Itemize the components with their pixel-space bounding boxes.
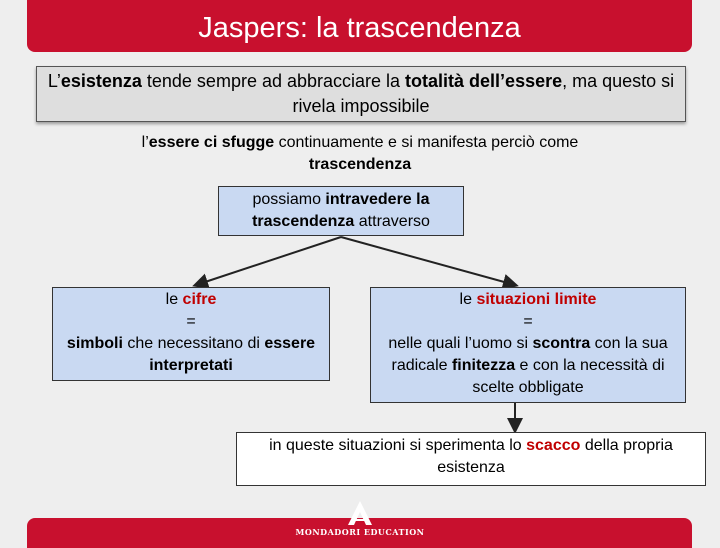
arrow-to-situations — [341, 237, 515, 285]
page-title: Jaspers: la trascendenza — [198, 12, 521, 44]
glimpse-text-2: attraverso — [354, 213, 430, 230]
symbols-keyword: simboli — [66, 335, 123, 352]
scacco-text-1: in queste situazioni si sperimenta lo — [269, 437, 527, 454]
cifre-definition — [53, 333, 329, 377]
scacco-box — [236, 432, 706, 486]
sit-def-1: nelle quali l’uomo si — [388, 335, 533, 352]
situations-keyword: situazioni limite — [476, 291, 597, 308]
existence-text-1: L’ — [47, 71, 61, 91]
cifre-line-1 — [53, 289, 329, 311]
situations-line-1 — [371, 289, 685, 311]
cifre-prefix: le — [165, 291, 183, 308]
interpreted-keyword: essere interpretati — [149, 335, 316, 374]
situations-equals: = — [523, 313, 533, 330]
situations-definition — [371, 333, 685, 399]
existence-text-2: tende sempre ad abbracciare la — [141, 71, 406, 91]
sit-def-2: con la sua radicale — [391, 335, 668, 374]
glimpse-text-1: possiamo — [252, 191, 326, 208]
publisher-logo — [290, 497, 430, 540]
sit-def-3: e con la necessità di scelte obbligate — [472, 357, 665, 396]
publisher-name: MONDADORI EDUCATION — [295, 527, 425, 537]
being-text-2: continuamente e si manifesta perciò come — [274, 134, 579, 151]
cifre-def-text: che necessitano di — [122, 335, 265, 352]
situations-prefix: le — [459, 291, 477, 308]
cifre-keyword: cifre — [182, 291, 217, 308]
glimpse-keyword: intravedere la trascendenza — [252, 191, 430, 230]
being-text-1: l’ — [141, 134, 149, 151]
transcendence-keyword: trascendenza — [308, 156, 412, 173]
scacco-keyword: scacco — [526, 437, 581, 454]
clash-keyword: scontra — [532, 335, 591, 352]
existence-text-3: , ma questo si rivela impossibile — [292, 71, 675, 116]
mondadori-a-icon — [290, 497, 430, 529]
totality-keyword: totalità dell’essere — [405, 71, 563, 91]
cifre-equals: = — [186, 313, 196, 330]
scacco-text-2: della propria esistenza — [437, 437, 673, 476]
arrow-to-cifre — [196, 237, 341, 285]
finiteness-keyword: finitezza — [451, 357, 516, 374]
situations-box — [370, 287, 686, 403]
existence-keyword: esistenza — [60, 71, 142, 91]
cifre-box — [52, 287, 330, 381]
being-keyword: essere ci sfugge — [148, 134, 275, 151]
